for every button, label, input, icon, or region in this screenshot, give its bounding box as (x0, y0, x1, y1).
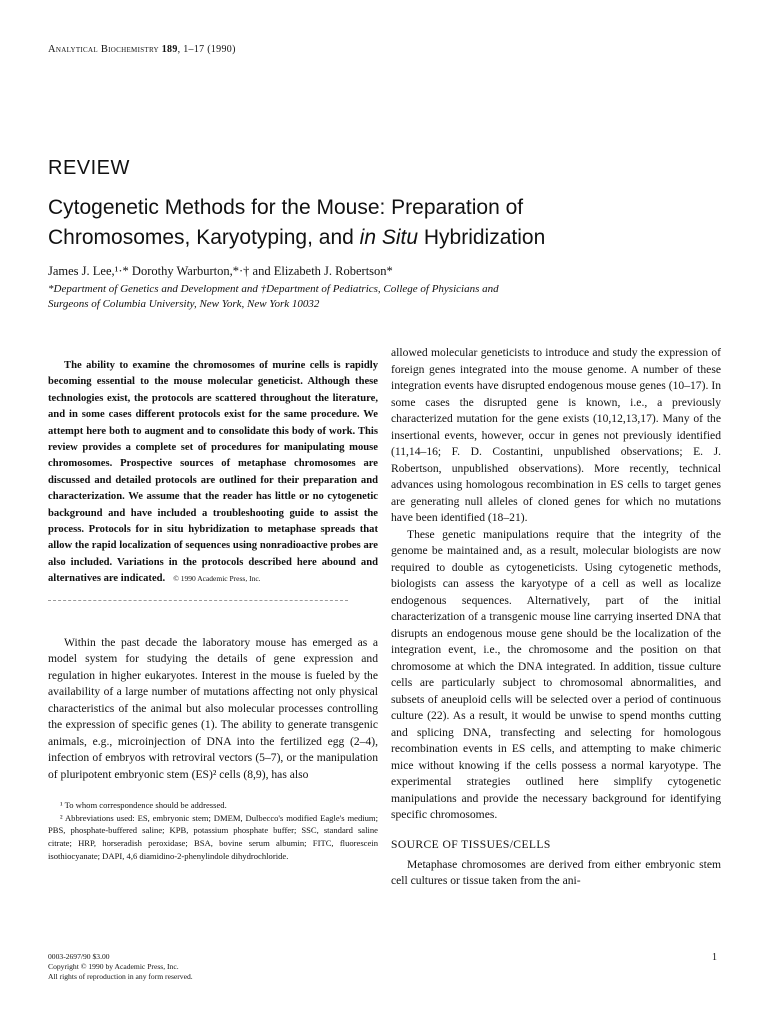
affiliation: *Department of Genetics and Development and †Department of Pediatrics, College of Physicians and Surgeons of Columbia University, New York, New York 10032 (48, 283, 499, 310)
rights-line: All rights of reproduction in any form reserved. (48, 972, 193, 981)
copyright-block (48, 952, 193, 982)
title-line-1: Cytogenetic Methods for the Mouse: Preparation of (48, 196, 524, 219)
title-line-2 (48, 223, 728, 253)
footnote-2: ² Abbreviations used: ES, embryonic stem; DMEM, Dulbecco's modified Eagle's medium; PBS, phosphate-buffered saline; KPB, potassium phosphate buffer; SSC, standard saline citrate; HRP, horseradish peroxidase; BSA, bovine serum albumin; FITC, fluorescein isothiocyanate; DAPI, 4,6 diamidino-2-phenylindole dihydrochloride. (48, 812, 378, 861)
running-header (48, 44, 236, 55)
abstract-text: The ability to examine the chromosomes of murine cells is rapidly becoming essential to the mouse molecular geneticist. Although these technologies exist, the protocols are scattered throughout the literature, and in some cases different protocols exist for the same procedure. We attempt here both to augment and to consolidate this body of work. This review provides a complete set of procedures for manipulating mouse chromosomes. Prospective sources of metaphase chromosomes are discussed and detailed protocols are outlined for their preparation and characterization. We assume that the reader has little or no cytogenetic background and have included a troubleshooting guide to assist the process. Protocols for in situ hybridization to metaphase spreads that allow the rapid localization of sequences using nonradioactive probes are also included. Variations in the protocols described here abound and alternatives are indicated. (48, 360, 378, 585)
abstract-copyright: © 1990 Academic Press, Inc. (173, 574, 261, 584)
right-column (391, 345, 721, 890)
left-column (48, 358, 378, 862)
article-title (48, 193, 728, 253)
right-paragraph-2: These genetic manipulations require that the integrity of the genome be maintained and, as a result, molecular biologists are now required to double as cytogeneticists. Using cytogenetic methods, biologists can assess the karyotype of a cell as well as localize endogenous sequences. Alternatively, part of the initial characterization of a transgenic mouse line carrying inserted DNA that disrupts an endogenous mouse gene should be the localization of the integration event, i.e., the chromosome and the position on that chromosome at which the DNA integrated. In addition, tissue culture cells are particularly subject to chromosomal abnormalities, and subsets of aneuploid cells will be selected over a period of continuous culture (22). As a result, it would be unwise to spend months cutting and splicing DNA, transfecting and selecting for homologous recombination events in ES cells, and attempting to make chimeric mice without knowing if the cells possess a normal karyotype. The experimental strategies outlined here simplify cytogenetic manipulations and provide the necessary background for identifying specific chromosomes. (391, 527, 721, 821)
issn-price: 0003-2697/90 $3.00 (48, 952, 110, 961)
title-line-2-end: Hybridization (418, 226, 546, 249)
journal-name: Analytical Biochemistry (48, 44, 159, 55)
page-number: 1 (712, 952, 717, 963)
author-list: James J. Lee,¹·* Dorothy Warburton,*·† and Elizabeth J. Robertson* (48, 264, 393, 278)
right-paragraph-1: allowed molecular geneticists to introduce and study the expression of foreign genes integrated into the mouse genome. A number of these integration events have disrupted endogenous mouse genes (10–17). In some cases the disrupted gene is known, i.e., a previously characterized mutation for the gene exists (10,12,13,17). Many of the insertional events, however, occur in genes not previously identified (11,14–16; F. D. Costantini, unpublished observations; E. J. Robertson, unpublished observations). More recently, technical advances using homologous recombination in ES cells to target genes are generating null alleles of cloned genes for which no mutations have been identified (18–21). (391, 346, 721, 524)
abstract (48, 358, 378, 588)
footnote-1: ¹ To whom correspondence should be addressed. (60, 800, 227, 811)
right-paragraph-3: Metaphase chromosomes are derived from either embryonic stem cell cultures or tissue taken from the ani- (391, 857, 721, 887)
section-heading: SOURCE OF TISSUES/CELLS (391, 837, 551, 851)
title-line-2-start: Chromosomes, Karyotyping, and (48, 226, 360, 249)
section-label: REVIEW (48, 157, 130, 179)
footnotes (48, 799, 378, 862)
journal-volume: 189 (161, 44, 178, 55)
intro-paragraph: Within the past decade the laboratory mouse has emerged as a model system for studying the details of gene expression and regulation in higher eukaryotes. Interest in the mouse is fueled by the availability of a large number of mutations affecting not only physical characteristics of the animal but also molecular processes controlling the expression of specific genes (1). The ability to generate transgenic animals, e.g., microinjection of DNA into the fertilized egg (2–4), infection of embryos with retroviral vectors (5–7), or the manipulation of pluripotent embryonic stem (ES)² cells (8,9), has also (48, 635, 378, 781)
title-line-2-italic: in Situ (359, 226, 419, 249)
journal-pages: , 1–17 (1990) (177, 44, 236, 55)
copyright-line: Copyright © 1990 by Academic Press, Inc. (48, 962, 179, 971)
abstract-divider (48, 600, 348, 601)
